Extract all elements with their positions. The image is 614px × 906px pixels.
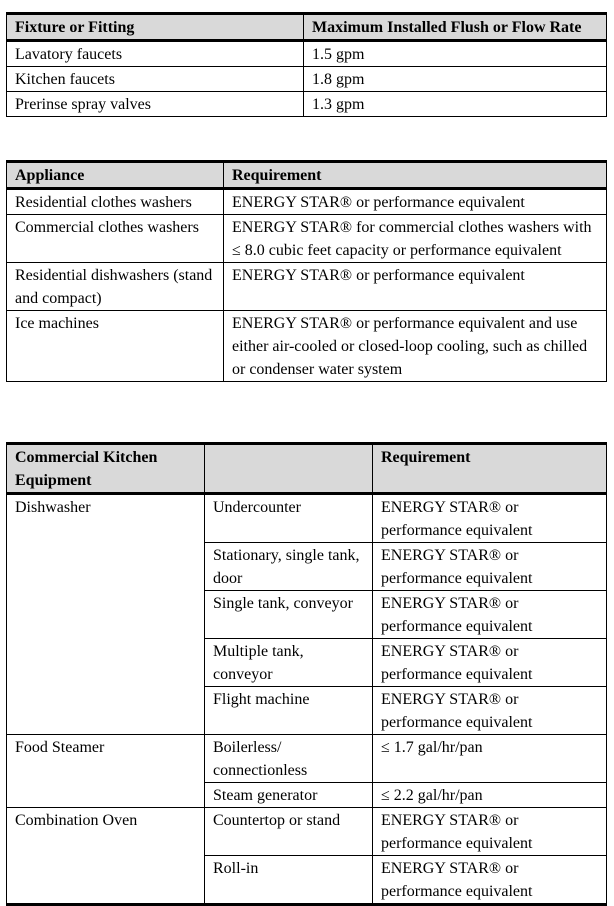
type-cell: Roll-in [205, 856, 373, 905]
equipment-cell-empty [7, 856, 205, 905]
type-cell: Flight machine [205, 687, 373, 735]
requirement-cell: ENERGY STAR® or performance equivalent [373, 687, 607, 735]
appliance-cell: Residential clothes washers [7, 189, 224, 215]
flow-rate-cell: 1.8 gpm [304, 67, 607, 92]
column-header: Fixture or Fitting [7, 14, 304, 41]
table-row [7, 67, 607, 92]
type-cell: Single tank, conveyor [205, 591, 373, 639]
table-row [7, 189, 607, 215]
table-row [7, 735, 607, 783]
table-header-row [7, 162, 607, 189]
flow-rate-cell: 1.5 gpm [304, 41, 607, 67]
table-header-row [7, 444, 607, 494]
table-row [7, 494, 607, 543]
type-cell: Countertop or stand [205, 808, 373, 856]
kitchen-equipment-table [6, 442, 607, 906]
requirement-cell: ENERGY STAR® or performance equivalent [373, 494, 607, 543]
type-cell: Undercounter [205, 494, 373, 543]
type-cell: Steam generator [205, 783, 373, 808]
appliance-cell: Residential dishwashers (stand and compact) [7, 263, 224, 311]
equipment-cell-empty [7, 543, 205, 591]
type-cell: Stationary, single tank, door [205, 543, 373, 591]
equipment-cell-empty [7, 687, 205, 735]
table-row [7, 639, 607, 687]
equipment-cell: Combination Oven [7, 808, 205, 856]
table-row [7, 92, 607, 117]
fixture-cell: Kitchen faucets [7, 67, 304, 92]
table-row [7, 41, 607, 67]
requirement-cell: ENERGY STAR® or performance equivalent [373, 808, 607, 856]
column-header: Appliance [7, 162, 224, 189]
equipment-cell: Food Steamer [7, 735, 205, 783]
table-header-row [7, 14, 607, 41]
equipment-cell-empty [7, 639, 205, 687]
table-row [7, 687, 607, 735]
fixture-cell: Lavatory faucets [7, 41, 304, 67]
column-header: Maximum Installed Flush or Flow Rate [304, 14, 607, 41]
requirement-cell: ≤ 2.2 gal/hr/pan [373, 783, 607, 808]
requirement-cell: ENERGY STAR® or performance equivalent [373, 856, 607, 905]
fixture-flow-table [6, 12, 607, 117]
table-row [7, 311, 607, 382]
table-row [7, 783, 607, 808]
requirement-cell: ENERGY STAR® or performance equivalent [224, 189, 607, 215]
requirement-cell: ENERGY STAR® or performance equivalent and use either air-cooled or closed-loop cooling, such as chilled or condenser water system [224, 311, 607, 382]
requirement-cell: ENERGY STAR® or performance equivalent [373, 591, 607, 639]
table-row [7, 543, 607, 591]
requirement-cell: ENERGY STAR® or performance equivalent [373, 543, 607, 591]
type-cell: Multiple tank, conveyor [205, 639, 373, 687]
requirement-cell: ENERGY STAR® or performance equivalent [224, 263, 607, 311]
requirement-cell: ≤ 1.7 gal/hr/pan [373, 735, 607, 783]
appliance-cell: Commercial clothes washers [7, 215, 224, 263]
table-row [7, 856, 607, 905]
column-header: Requirement [373, 444, 607, 494]
table-row [7, 263, 607, 311]
column-header [205, 444, 373, 494]
equipment-cell-empty [7, 591, 205, 639]
requirement-cell: ENERGY STAR® for commercial clothes washers with ≤ 8.0 cubic feet capacity or performance equivalent [224, 215, 607, 263]
table-row [7, 808, 607, 856]
table-row [7, 591, 607, 639]
fixture-cell: Prerinse spray valves [7, 92, 304, 117]
equipment-cell-empty [7, 783, 205, 808]
flow-rate-cell: 1.3 gpm [304, 92, 607, 117]
table-row [7, 215, 607, 263]
column-header: Commercial Kitchen Equipment [7, 444, 205, 494]
requirement-cell: ENERGY STAR® or performance equivalent [373, 639, 607, 687]
appliance-requirement-table [6, 160, 607, 382]
type-cell: Boilerless/ connectionless [205, 735, 373, 783]
column-header: Requirement [224, 162, 607, 189]
equipment-cell: Dishwasher [7, 494, 205, 543]
appliance-cell: Ice machines [7, 311, 224, 382]
